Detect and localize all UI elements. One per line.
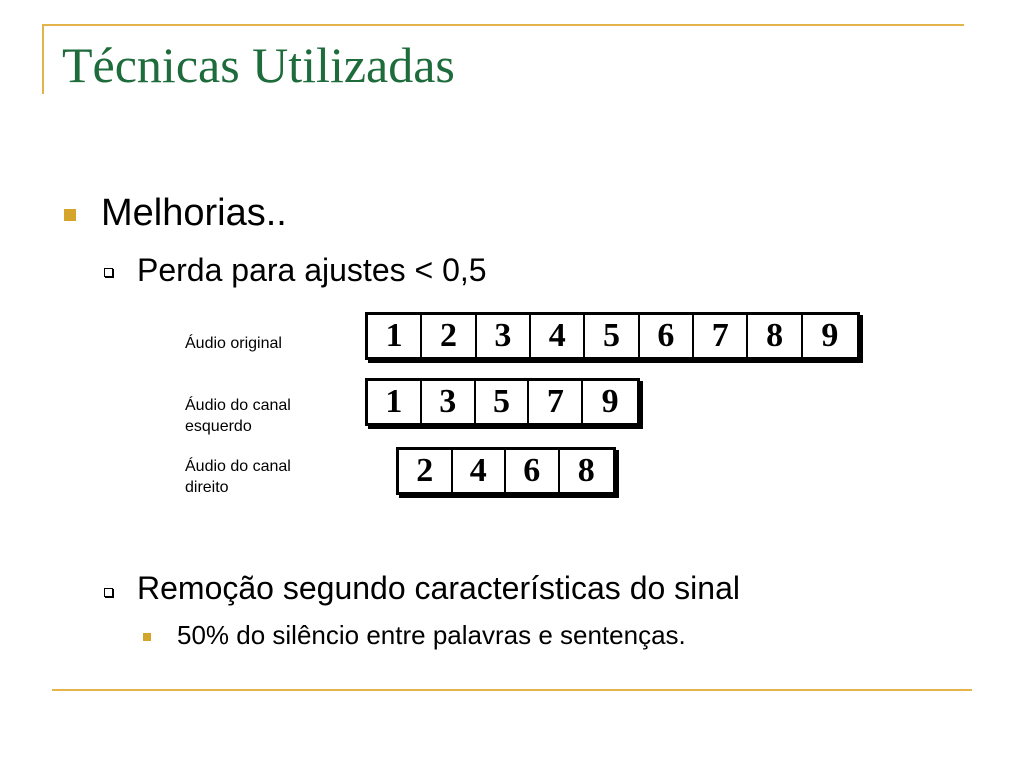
audio-cell: 4 [453, 450, 507, 492]
slide-title: Técnicas Utilizadas [62, 37, 455, 93]
audio-cell: 9 [601, 383, 619, 420]
audio-cell: 7 [694, 315, 748, 357]
audio-cell: 9 [821, 317, 839, 354]
subbullet-remocao: Remoção segundo características do sinal [137, 570, 740, 606]
audio-cell: 4 [531, 315, 585, 357]
top-rule [42, 24, 964, 26]
audio-cell: 5 [585, 315, 639, 357]
audio-cell: 6 [506, 450, 560, 492]
strip-esquerdo [365, 378, 640, 426]
left-rule [42, 24, 44, 94]
subsubbullet-silencio: 50% do silêncio entre palavras e sentenças. [177, 620, 686, 650]
audio-cell: 1 [368, 381, 422, 423]
hollow-square-bullet-icon [104, 588, 113, 597]
audio-cell: 7 [529, 381, 583, 423]
audio-cell: 8 [577, 452, 595, 489]
bullet-melhorias: Melhorias.. [101, 192, 287, 234]
label-audio-direito: Áudio do canal direito [185, 458, 291, 496]
hollow-square-bullet-icon [104, 268, 113, 277]
strip-direito [396, 447, 616, 495]
square-bullet-icon [64, 209, 76, 221]
audio-cell: 6 [640, 315, 694, 357]
audio-cell: 3 [422, 381, 476, 423]
bottom-rule [52, 689, 972, 691]
audio-cell: 8 [748, 315, 802, 357]
audio-cell: 5 [476, 381, 530, 423]
audio-cell: 3 [477, 315, 531, 357]
subbullet-perda: Perda para ajustes < 0,5 [137, 252, 487, 288]
label-audio-original: Áudio original [185, 335, 282, 352]
label-audio-esquerdo: Áudio do canal esquerdo [185, 397, 291, 435]
strip-original [365, 312, 860, 360]
square-bullet-icon [143, 633, 151, 641]
audio-cell: 1 [368, 315, 422, 357]
audio-cell: 2 [422, 315, 476, 357]
audio-cell: 2 [399, 450, 453, 492]
